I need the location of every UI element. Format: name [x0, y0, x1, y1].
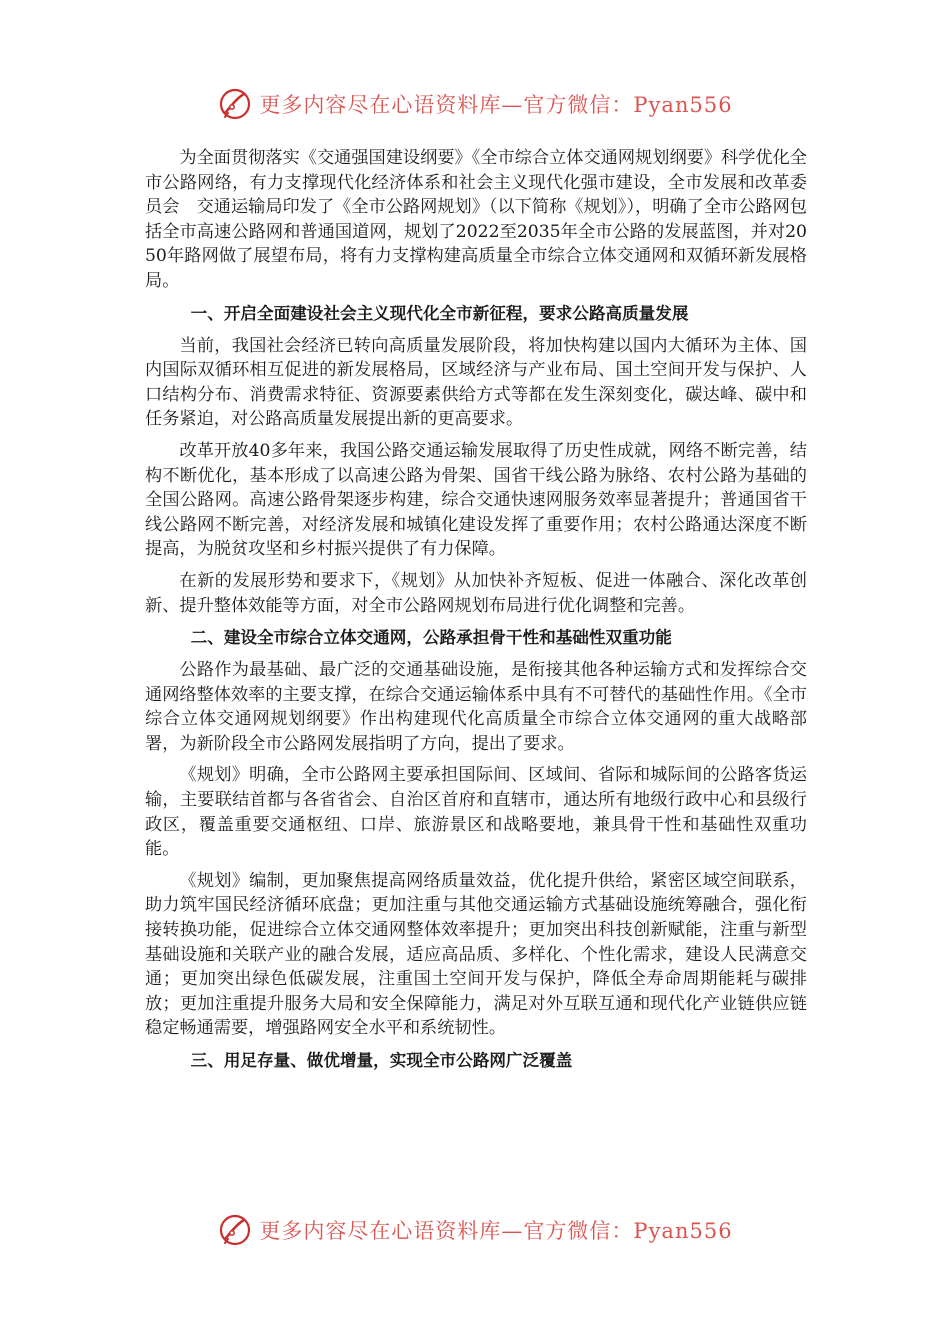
watermark-banner-bottom — [0, 1208, 950, 1252]
body-paragraph: 改革开放40多年来，我国公路交通运输发展取得了历史性成就，网络不断完善，结构不断优化，基本形成了以高速公路为骨架、国省干线公路为脉络、农村公路为基础的全国公路网。高速公路骨架逐步构建，综合交通快速网服务效率显著提升；普通国省干线公路网不断完善，对经济发展和城镇化建设发挥了重要作用；农村公路通达深度不断提高，为脱贫攻坚和乡村振兴提供了有力保障。 — [145, 440, 807, 560]
pen-swirl-logo-icon — [217, 86, 253, 122]
body-paragraph: 《规划》编制，更加聚焦提高网络质量效益，优化提升供给，紧密区域空间联系，助力筑牢国民经济循环底盘；更加注重与其他交通运输方式基础设施统筹融合，强化衔接转换功能，促进综合立体交通网整体效率提升；更加突出科技创新赋能，注重与新型基础设施和关联产业的融合发展，适应高品质、多样化、个性化需求，建设人民满意交通；更加突出绿色低碳发展，注重国土空间开发与保护，降低全寿命周期能耗与碳排放；更加注重提升服务大局和安全保障能力，满足对外互联互通和现代化产业链供应链稳定畅通需要，增强路网安全水平和系统韧性。 — [145, 870, 807, 1039]
body-paragraph: 在新的发展形势和要求下，《规划》从加快补齐短板、促进一体融合、深化改革创新、提升整体效能等方面，对全市公路网规划布局进行优化调整和完善。 — [145, 570, 807, 616]
document-body — [145, 146, 807, 1081]
intro-paragraph: 为全面贯彻落实《交通强国建设纲要》《全市综合立体交通网规划纲要》科学优化全市公路网络，有力支撑现代化经济体系和社会主义现代化强市建设，全市发展和改革委员会 交通运输局印发了《全市公路网规划》（以下简称《规划》），明确了全市公路网包括全市高速公路网和普通国道网，规划了2022至2035年全市公路的发展蓝图，并对2050年路网做了展望布局，将有力支撑构建高质量全市综合立体交通网和双循环新发展格局。 — [145, 148, 807, 291]
body-paragraph: 当前，我国社会经济已转向高质量发展阶段，将加快构建以国内大循环为主体、国内国际双循环相互促进的新发展格局，区域经济与产业布局、国土空间开发与保护、人口结构分布、消费需求特征、资源要素供给方式等都在发生深刻变化，碳达峰、碳中和任务紧迫，对公路高质量发展提出新的更高要求。 — [145, 335, 807, 430]
section-heading-2: 二、建设全市综合立体交通网，公路承担骨干性和基础性双重功能 — [190, 628, 672, 648]
section-heading-3: 三、用足存量、做优增量，实现全市公路网广泛覆盖 — [190, 1051, 573, 1070]
pen-swirl-logo-icon — [217, 1212, 253, 1248]
body-paragraph: 《规划》明确，全市公路网主要承担国际间、区域间、省际和城际间的公路客货运输，主要联结首都与各省省会、自治区首府和直辖市，通达所有地级行政中心和县级行政区，覆盖重要交通枢纽、口岸、旅游景区和战略要地，兼具骨干性和基础性双重功能。 — [145, 765, 807, 860]
watermark-text: 更多内容尽在心语资料库—官方微信：Pyan556 — [259, 93, 733, 117]
body-paragraph: 公路作为最基础、最广泛的交通基础设施，是衔接其他各种运输方式和发挥综合交通网络整体效率的主要支撑，在综合交通运输体系中具有不可替代的基础性作用。《全市综合立体交通网规划纲要》作出构建现代化高质量全市综合立体交通网的重大战略部署，为新阶段全市公路网发展指明了方向，提出了要求。 — [145, 660, 807, 754]
watermark-banner-top — [0, 82, 950, 126]
section-heading-1: 一、开启全面建设社会主义现代化全市新征程，要求公路高质量发展 — [190, 303, 689, 323]
watermark-text: 更多内容尽在心语资料库—官方微信：Pyan556 — [259, 1219, 733, 1243]
